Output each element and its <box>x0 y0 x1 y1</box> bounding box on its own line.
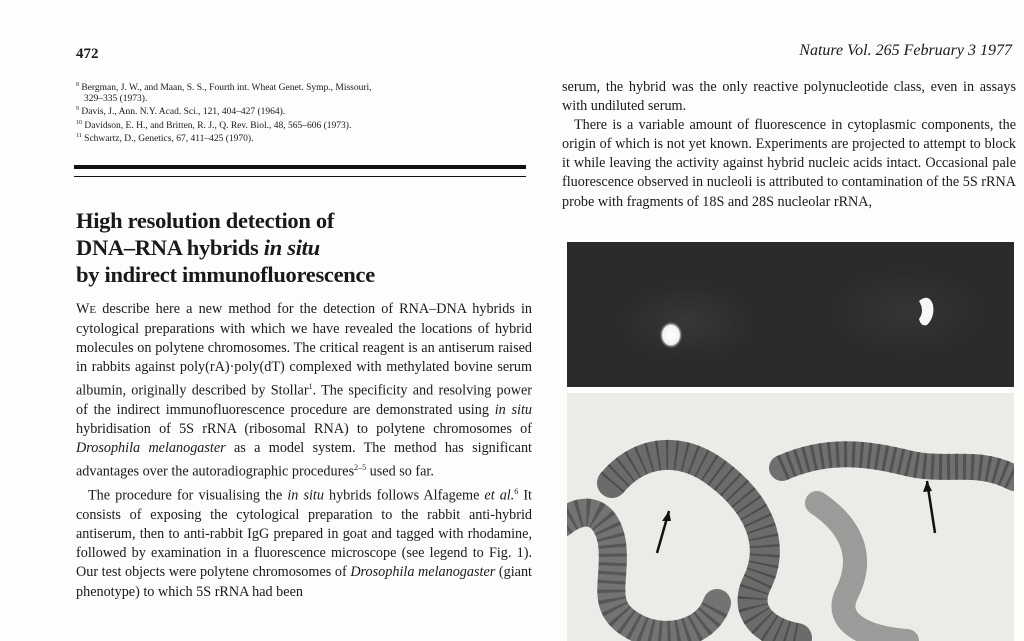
body-paragraph: The procedure for visualising the in situ hybrids follows Alfageme et al.$^6$ It consists of exposing the cytological preparation to the rabbit anti-hybrid antiserum, then to anti-rabbit IgG prepared in goat and tagged with rhodamine, followed by examination in a fluorescence microscope (see legend to Fig. 1). Our test objects were polytene chromosomes of Drosophila melanogaster (giant phenotype) to which 5S rRNA had been <box>76 487 532 600</box>
article-title: High resolution detection of DNA–RNA hybrids in situ by indirect immunofluorescence <box>76 208 375 287</box>
reference-item: $^9$ Davis, J., Ann. N.Y. Acad. Sci., 121, 404–427 (1964). <box>76 106 286 118</box>
fluorescence-micrograph-image <box>567 242 1014 387</box>
page-number: 472 <box>76 46 99 62</box>
fluorescence-micrograph <box>567 242 1014 387</box>
body-paragraph: WE describe here a new method for the detection of RNA–DNA hybrids in cytological preparations with which we have revealed the locations of hybrid molecules on polytene chromosomes. The critical reagent is an antiserum raised in rabbits against poly(rA)·poly(dT) complexed with methylated bovine serum albumin, originally described by Stollar$^1$. The specificity and resolving power of the indirect immunofluorescence procedure are demonstrated using in situ hybridisation of 5S rRNA (ribosomal RNA) to polytene chromosomes of Drosophila melanogaster as a model system. The method has significant advantages over the autoradiographic procedures$^{2-5}$ used so far. <box>76 301 532 481</box>
journal-running-head: Nature Vol. 265 February 3 1977 <box>799 42 1012 59</box>
fluorescent-signal <box>659 321 683 349</box>
reference-item-continuation: 329–335 (1973). <box>84 93 148 104</box>
reference-list <box>76 80 536 145</box>
section-divider-thick <box>74 165 526 169</box>
right-column-body <box>562 78 1016 212</box>
body-paragraph: There is a variable amount of fluorescence in cytoplasmic components, the origin of which is not yet known. Experiments are projected to attempt to block it while leaving the activity against hybrid nucleic acids intact. Occasional pale fluorescence observed in nucleoli is attributed to contamination of the 5S rRNA probe with fragments of 18S and 28S nucleolar rRNA, <box>562 117 1016 210</box>
left-column-body <box>76 300 532 602</box>
polytene-chromosome-micrograph <box>567 393 1014 641</box>
reference-item: $^{10}$ Davidson, E. H., and Britten, R. J., Q. Rev. Biol., 48, 565–606 (1973). <box>76 119 352 131</box>
section-divider-thin <box>74 176 526 177</box>
body-paragraph: serum, the hybrid was the only reactive polynucleotide class, even in assays with undiluted serum. <box>562 79 1016 115</box>
reference-item: $^8$ Bergman, J. W., and Maan, S. S., Fourth int. Wheat Genet. Symp., Missouri, <box>76 82 372 94</box>
chromosome-micrograph-image <box>567 393 1014 641</box>
reference-item: $^{11}$ Schwartz, D., Genetics, 67, 411–425 (1970). <box>76 133 254 145</box>
